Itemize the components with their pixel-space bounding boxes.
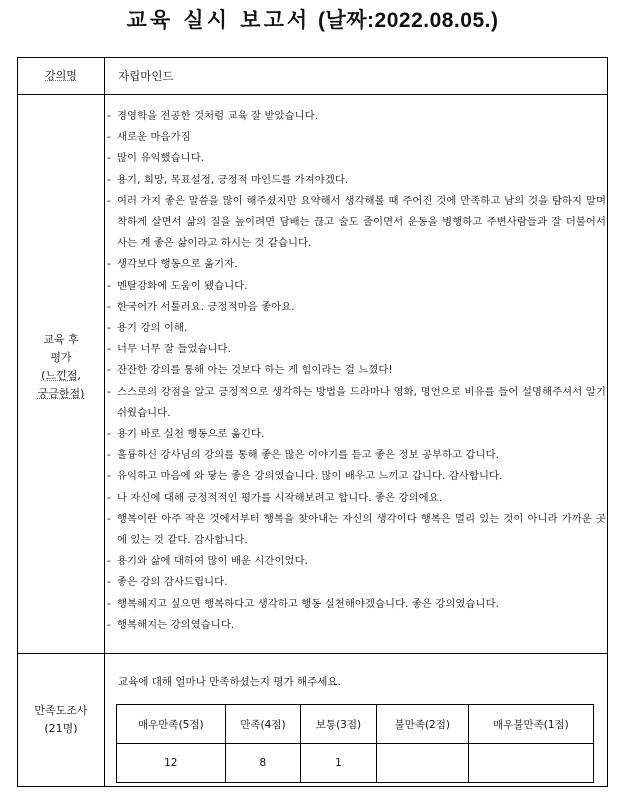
evaluation-item: - 훌륭하신 강사님의 강의를 통해 좋은 많은 이야기를 듣고 좋은 정보 공부하고 갑니다.	[106, 445, 606, 466]
survey-header: 매우만족(5점)	[117, 705, 226, 744]
report-table	[17, 57, 608, 787]
evaluation-item: - 좋은 강의 감사드립니다.	[106, 572, 606, 593]
row-divider	[18, 653, 607, 654]
evaluation-item: - 너무 너무 잘 들었습니다.	[106, 339, 606, 360]
evaluation-item: - 행복해지고 싶으면 행복하다고 생각하고 행동 실천해야겠습니다. 좋은 강의였습니다.	[106, 594, 606, 615]
survey-header: 만족(4점)	[225, 705, 301, 744]
evaluation-item: - 한국어가 서툴러요. 긍정적마음 좋아요.	[106, 297, 606, 318]
evaluation-item: - 생각보다 행동으로 옮기자.	[106, 254, 606, 275]
evaluation-item: - 용기 강의 이해.	[106, 318, 606, 339]
evaluation-item: - 용기, 희망, 목표설정, 긍정적 마인드를 가져야겠다.	[106, 170, 606, 191]
evaluation-item: - 유익하고 마음에 와 닿는 좋은 강의였습니다. 많이 배우고 느끼고 갑니다. 감사합니다.	[106, 466, 606, 487]
evaluation-label: 교육 후 평가 (느낀점, 궁금한점)	[37, 333, 85, 400]
survey-table	[116, 704, 594, 783]
evaluation-item: - 경영학을 전공한 것처럼 교육 잘 받았습니다.	[106, 106, 606, 127]
row-divider	[18, 94, 607, 95]
title-date: (날짜:2022.08.05.)	[317, 9, 499, 32]
evaluation-item: - 새로운 마음가짐	[106, 127, 606, 148]
survey-value	[376, 744, 468, 783]
title-main: 교육 실시 보고서	[126, 8, 311, 32]
evaluation-item: - 행복해지는 강의였습니다.	[106, 615, 606, 636]
survey-header: 보통(3점)	[301, 705, 377, 744]
evaluation-item: - 행복이란 아주 작은 것에서부터 행복을 찾아내는 자신의 생각이다 행복은 멀리 있는 것이 아니라 가까운 곳에 있는 것 같다. 감사합니다.	[106, 509, 606, 551]
survey-value: 8	[225, 744, 301, 783]
evaluation-item: - 나 자신에 대해 긍정적적인 평가를 시작해보려고 합니다. 좋은 강의에요.	[106, 488, 606, 509]
survey-value: 1	[301, 744, 377, 783]
survey-value-row	[117, 744, 594, 783]
survey-header-row	[117, 705, 594, 744]
evaluation-item: - 용기와 삶에 대하여 많이 배운 시간이었다.	[106, 551, 606, 572]
evaluation-item: - 많이 유익했습니다.	[106, 148, 606, 169]
evaluation-item: - 멘탈강화에 도움이 됐습니다.	[106, 276, 606, 297]
column-divider	[104, 58, 105, 786]
evaluation-list	[106, 106, 606, 636]
evaluation-item: - 용기 바로 실천 행동으로 옮긴다.	[106, 424, 606, 445]
evaluation-item: - 여러 가지 좋은 말씀을 많이 해주셨지만 요약해서 생각해볼 때 주어진 것에 만족하고 남의 것을 탐하지 말며 착하게 살면서 삶의 질을 높이려면 담배는 끊고 술도 줄이면서 운동을 병행하고 주변사람들과 잘 더불어서 사는 게 좋은 삶이라고 하시는 것 같습니다.	[106, 191, 606, 255]
survey-header: 매우불만족(1점)	[468, 705, 593, 744]
lecture-label: 강의명	[45, 69, 77, 82]
evaluation-item: - 스스로의 강점을 알고 긍정적으로 생각하는 방법을 드라마나 영화, 명언으로 비유를 들어 설명해주셔서 알기 쉬웠습니다.	[106, 382, 606, 424]
survey-value	[468, 744, 593, 783]
survey-value: 12	[117, 744, 226, 783]
survey-label: 만족도조사 (21명)	[34, 704, 88, 735]
survey-question: 교육에 대해 얼마나 만족하셨는지 평가 해주세요.	[118, 676, 341, 688]
evaluation-item: - 잔잔한 강의를 통해 아는 것보다 하는 게 힘이라는 걸 느꼈다!	[106, 360, 606, 381]
page-title	[0, 4, 625, 34]
survey-header: 불만족(2점)	[376, 705, 468, 744]
lecture-name: 자립마인드	[118, 69, 174, 83]
